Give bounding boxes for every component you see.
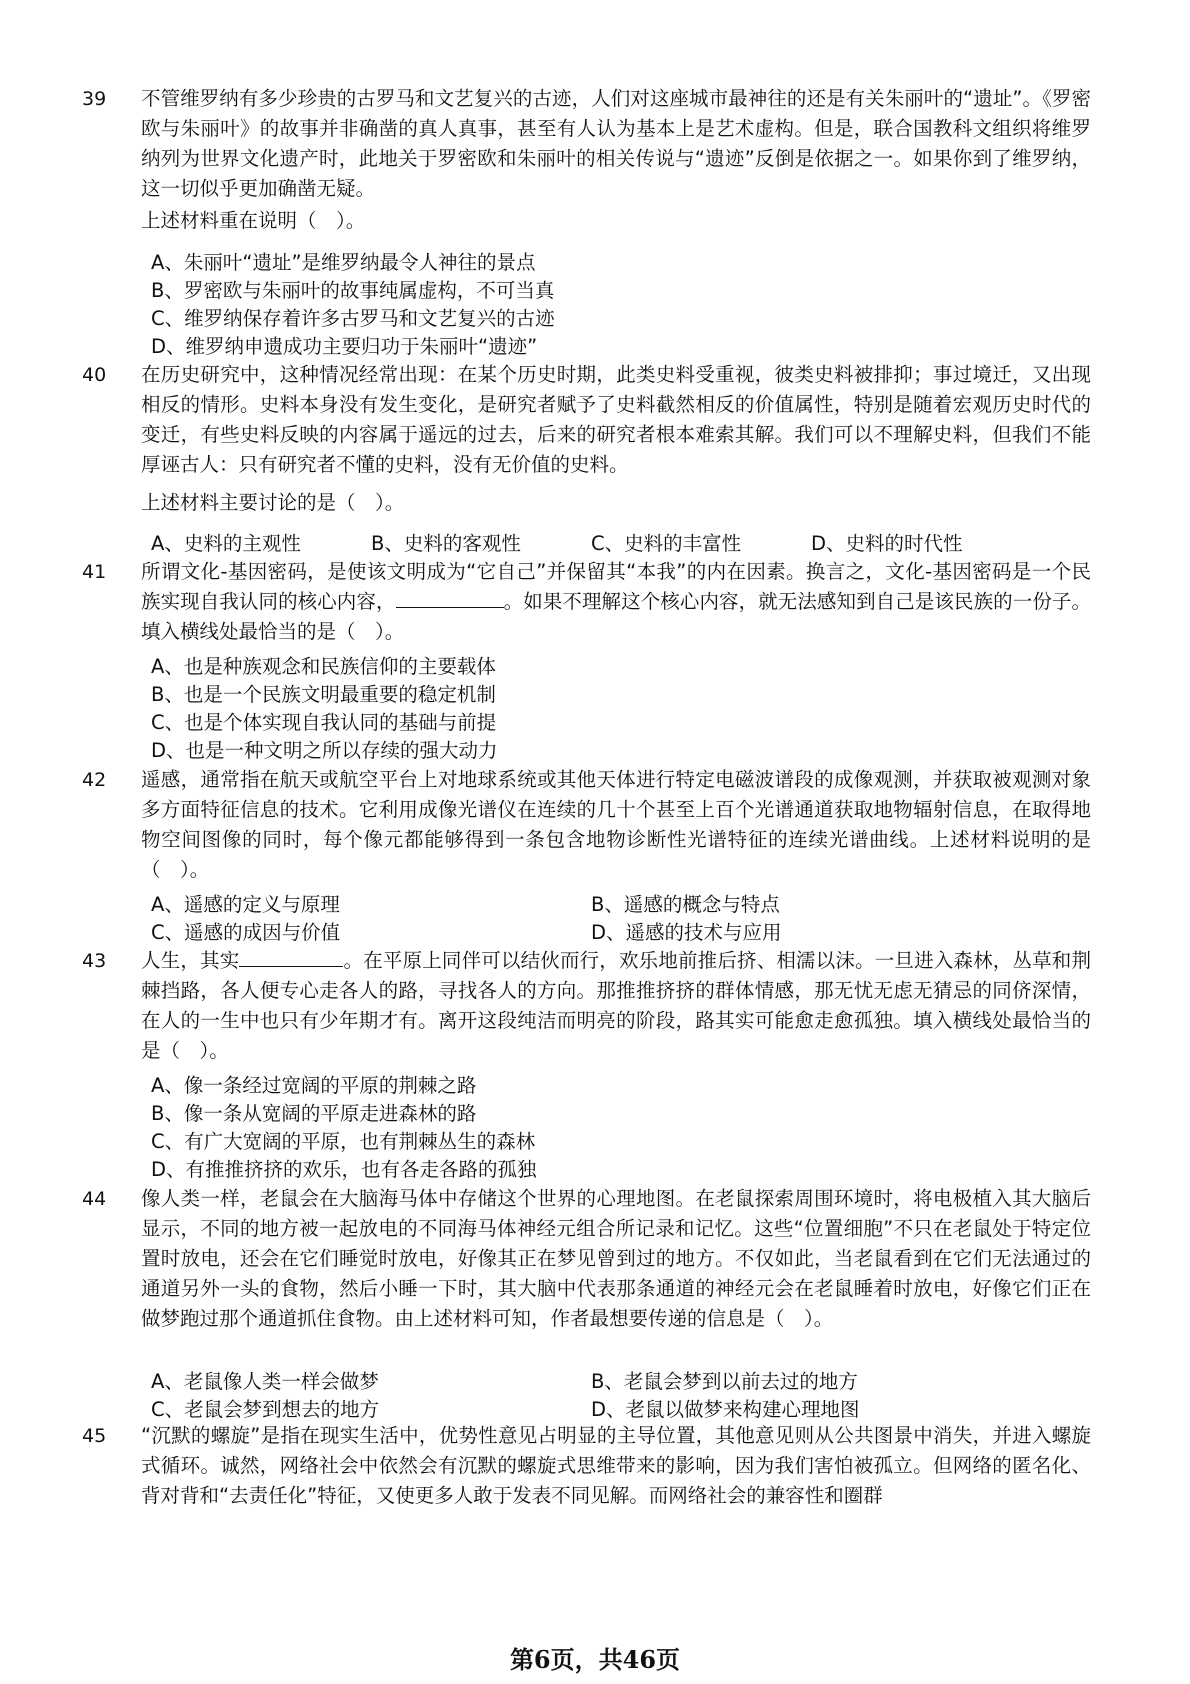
question-number: 41	[82, 561, 107, 583]
question-prompt: 上述材料主要讨论的是（ ）。	[141, 491, 405, 514]
option-d: D、也是一种文明之所以存续的强大动力	[151, 739, 498, 762]
option-d: D、史料的时代性	[811, 532, 963, 555]
stem-text-after-blank: 。在平原上同伴可以结伙而行，欢乐地前推后挤、相濡以沫。一旦进入森林，丛草和荆棘挡路，各人便专心走各人的路，寻找各人的方向。那推推挤挤的群体情感，那无忧无虑无猜忌的同侪深情，在人的一生中也只有少年期才有。离开这段纯洁而明亮的阶段，路其实可能愈走愈孤独。填入横线处最恰当的是（ ）。	[141, 949, 1091, 1062]
option-c: C、老鼠会梦到想去的地方	[151, 1398, 380, 1421]
option-b: B、老鼠会梦到以前去过的地方	[591, 1370, 858, 1393]
stem-text-before-blank: 所谓文化-基因密码，是使该文明成为“它自己”并保留其“本我”的内在因素。换言之，文化-基因密码是一个民族实现自我认同的核心内容，	[141, 560, 1091, 613]
question-stem: “沉默的螺旋”是指在现实生活中，优势性意见占明显的主导位置，其他意见则从公共图景中消失，并进入螺旋式循环。诚然，网络社会中依然会有沉默的螺旋式思维带来的影响，因为我们害怕被孤立。但网络的匿名化、背对背和“去责任化”特征，又使更多人敢于发表不同见解。而网络社会的兼容性和圈群	[141, 1424, 1091, 1507]
question-number: 40	[82, 364, 107, 386]
question-number: 44	[82, 1188, 107, 1210]
option-a: A、朱丽叶“遗址”是维罗纳最令人神往的景点	[151, 251, 536, 274]
option-a: A、也是种族观念和民族信仰的主要载体	[151, 655, 496, 678]
question-stem: 像人类一样，老鼠会在大脑海马体中存储这个世界的心理地图。在老鼠探索周围环境时，将电极植入其大脑后显示，不同的地方被一起放电的不同海马体神经元组合所记录和记忆。这些“位置细胞”不只在老鼠处于特定位置时放电，还会在它们睡觉时放电，好像其正在梦见曾到过的地方。不仅如此，当老鼠看到在它们无法通过的通道另外一头的食物，然后小睡一下时，其大脑中代表那条通道的神经元会在老鼠睡着时放电，好像它们正在做梦跑过那个通道抓住食物。由上述材料可知，作者最想要传递的信息是（ ）。	[141, 1187, 1091, 1330]
question-number: 45	[82, 1425, 107, 1447]
option-d: D、老鼠以做梦来构建心理地图	[591, 1398, 860, 1421]
option-b: B、也是一个民族文明最重要的稳定机制	[151, 683, 496, 706]
option-c: C、维罗纳保存着许多古罗马和文艺复兴的古迹	[151, 307, 555, 330]
stem-text-after-blank: 。如果不理解这个核心内容，就无法感知到自己是该民族的一份子。填入横线处最恰当的是（ ）。	[141, 590, 1091, 643]
question-stem	[141, 557, 1091, 647]
question-stem: 在历史研究中，这种情况经常出现：在某个历史时期，此类史料受重视，彼类史料被排抑；事过境迁，又出现相反的情形。史料本身没有发生变化，是研究者赋予了史料截然相反的价值属性，特别是随着宏观历史时代的变迁，有些史料反映的内容属于遥远的过去，后来的研究者根本难索其解。我们可以不理解史料，但我们不能厚诬古人：只有研究者不懂的史料，没有无价值的史料。	[141, 363, 1091, 476]
option-b: B、遥感的概念与特点	[591, 893, 780, 916]
stem-text-before-blank: 人生，其实	[141, 949, 240, 972]
option-b: B、史料的客观性	[371, 532, 521, 555]
option-a: A、老鼠像人类一样会做梦	[151, 1370, 379, 1393]
option-c: C、遥感的成因与价值	[151, 921, 341, 944]
question-number: 43	[82, 950, 107, 972]
question-prompt: 上述材料重在说明（ ）。	[141, 209, 366, 232]
question-number: 39	[82, 88, 107, 110]
option-d: D、有推推挤挤的欢乐，也有各走各路的孤独	[151, 1158, 537, 1181]
option-c: C、史料的丰富性	[591, 532, 742, 555]
option-b: B、像一条从宽阔的平原走进森林的路	[151, 1102, 477, 1125]
question-stem	[141, 946, 1091, 1066]
question-number: 42	[82, 769, 107, 791]
option-a: A、史料的主观性	[151, 532, 301, 555]
option-d: D、遥感的技术与应用	[591, 921, 782, 944]
option-c: C、有广大宽阔的平原，也有荆棘丛生的森林	[151, 1130, 536, 1153]
page-footer: 第6页，共46页	[509, 1645, 681, 1674]
question-stem: 不管维罗纳有多少珍贵的古罗马和文艺复兴的古迹，人们对这座城市最神往的还是有关朱丽叶的“遗址”。《罗密欧与朱丽叶》的故事并非确凿的真人真事，甚至有人认为基本上是艺术虚构。但是，联合国教科文组织将维罗纳列为世界文化遗产时，此地关于罗密欧和朱丽叶的相关传说与“遗迹”反倒是依据之一。如果你到了维罗纳，这一切似乎更加确凿无疑。	[141, 87, 1091, 200]
option-c: C、也是个体实现自我认同的基础与前提	[151, 711, 497, 734]
option-a: A、遥感的定义与原理	[151, 893, 340, 916]
fill-blank	[239, 946, 343, 967]
option-b: B、罗密欧与朱丽叶的故事纯属虚构，不可当真	[151, 279, 555, 302]
fill-blank	[396, 587, 504, 608]
question-stem: 遥感，通常指在航天或航空平台上对地球系统或其他天体进行特定电磁波谱段的成像观测，并获取被观测对象多方面特征信息的技术。它利用成像光谱仪在连续的几十个甚至上百个光谱通道获取地物辐射信息，在取得地物空间图像的同时，每个像元都能够得到一条包含地物诊断性光谱特征的连续光谱曲线。上述材料说明的是（ ）。	[141, 768, 1091, 881]
option-a: A、像一条经过宽阔的平原的荆棘之路	[151, 1074, 477, 1097]
option-d: D、维罗纳申遗成功主要归功于朱丽叶“遗迹”	[151, 335, 538, 358]
